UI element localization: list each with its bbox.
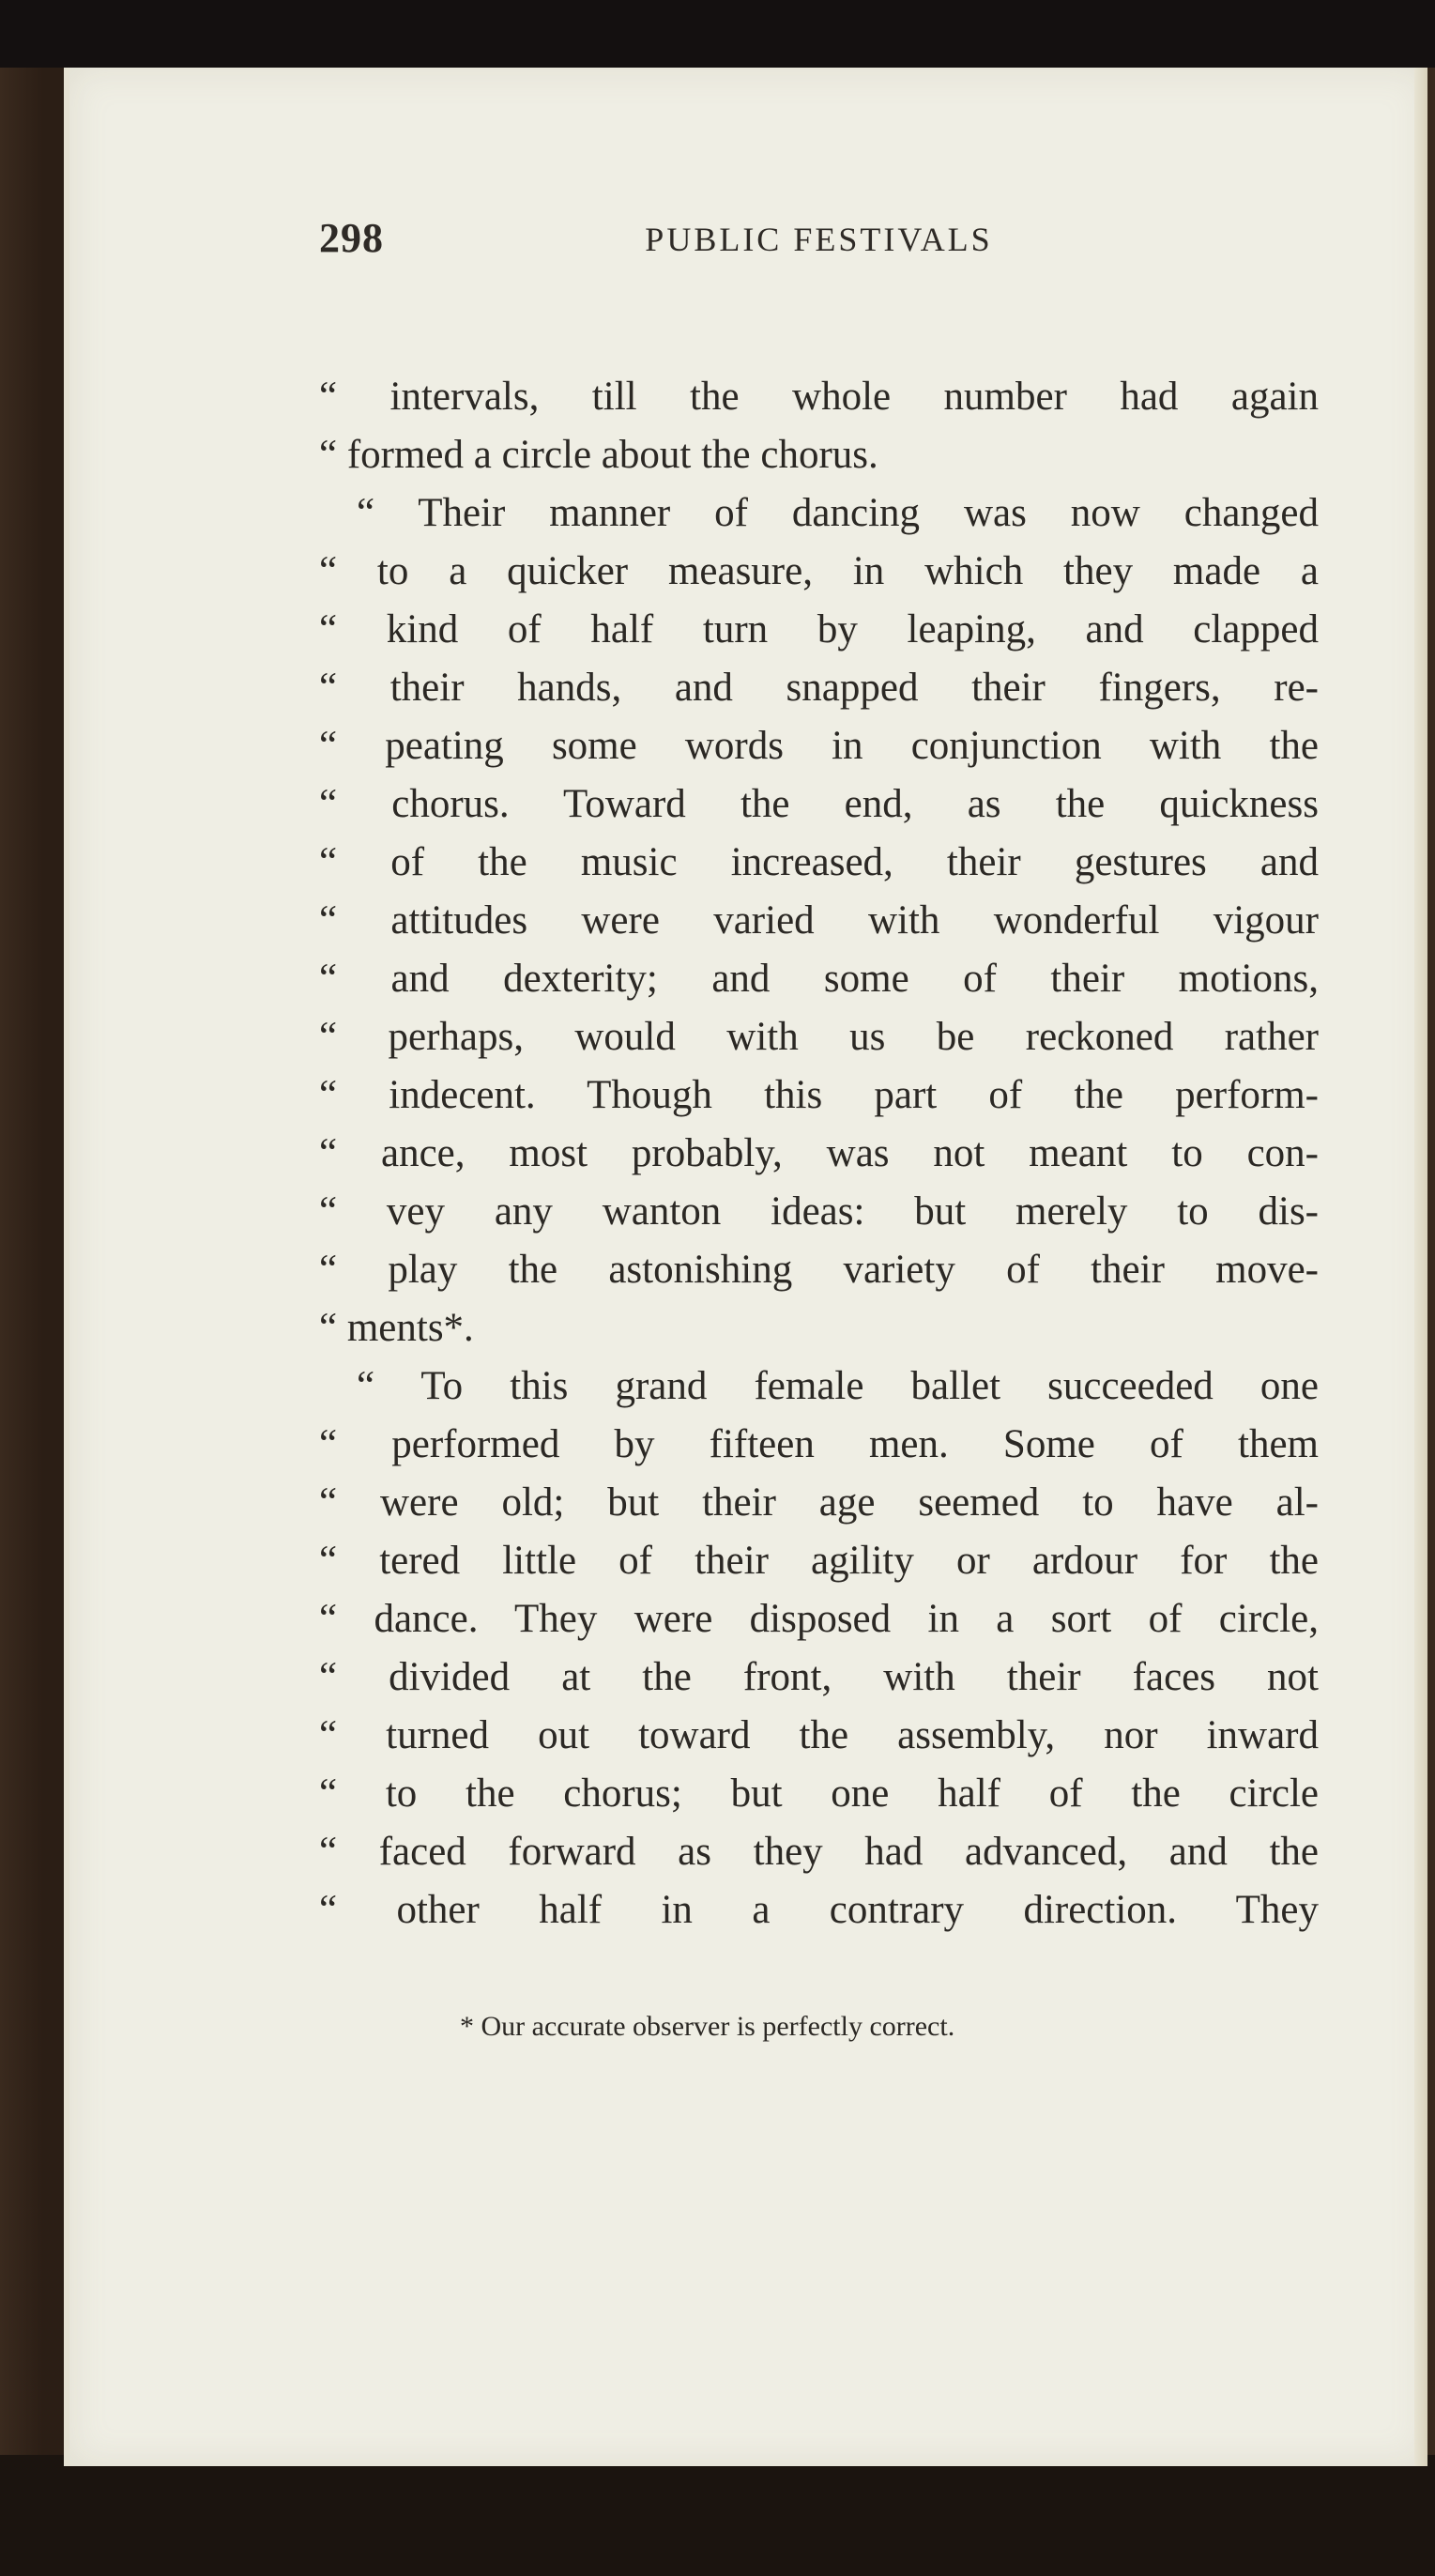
text-line: “ peating some words in conjunction with the xyxy=(319,724,1319,768)
text-line: “ their hands, and snapped their fingers, re- xyxy=(319,666,1319,710)
text-line: “ perhaps, would with us be reckoned rather xyxy=(319,1015,1319,1059)
text-line: “ chorus. Toward the end, as the quickness xyxy=(319,782,1319,826)
text-line: “ play the astonishing variety of their move- xyxy=(319,1248,1319,1292)
text-line: “ other half in a contrary direction. They xyxy=(319,1888,1319,1932)
text-line: “ ance, most probably, was not meant to con- xyxy=(319,1131,1319,1175)
text-line: “ of the music increased, their gestures and xyxy=(319,840,1319,884)
text-line: “ turned out toward the assembly, nor inward xyxy=(319,1713,1319,1757)
scanner-top-edge xyxy=(0,0,1435,68)
text-line: “ intervals, till the whole number had again xyxy=(319,375,1319,419)
text-line: “ tered little of their agility or ardour for the xyxy=(319,1539,1319,1583)
text-line: “ were old; but their age seemed to have al- xyxy=(319,1480,1319,1525)
page-header xyxy=(319,214,1319,270)
text-line: “ vey any wanton ideas: but merely to dis- xyxy=(319,1189,1319,1234)
text-line: “ ments*. xyxy=(319,1306,474,1350)
text-line: “ kind of half turn by leaping, and clapped xyxy=(319,607,1319,652)
body-text xyxy=(319,368,1319,1940)
running-head: PUBLIC FESTIVALS xyxy=(645,221,993,258)
footnote: * Our accurate observer is perfectly correct. xyxy=(460,2011,955,2042)
text-line: “ to a quicker measure, in which they made a xyxy=(319,549,1319,593)
page-number: 298 xyxy=(319,215,384,261)
page-edge xyxy=(1414,68,1427,2466)
text-line: “ Their manner of dancing was now changed xyxy=(357,491,1319,535)
text-line: “ To this grand female ballet succeeded one xyxy=(357,1364,1319,1408)
text-line: “ attitudes were varied with wonderful vigour xyxy=(319,898,1319,943)
text-line: “ dance. They were disposed in a sort of circle, xyxy=(319,1597,1319,1641)
text-line: “ faced forward as they had advanced, and the xyxy=(319,1830,1319,1874)
text-line: “ and dexterity; and some of their motions, xyxy=(319,957,1319,1001)
text-line: “ to the chorus; but one half of the circle xyxy=(319,1771,1319,1816)
text-line: “ indecent. Though this part of the perform- xyxy=(319,1073,1319,1117)
text-line: “ performed by fifteen men. Some of them xyxy=(319,1422,1319,1466)
text-line: “ divided at the front, with their faces not xyxy=(319,1655,1319,1699)
scanner-bottom-edge xyxy=(0,2455,1435,2576)
text-line: “ formed a circle about the chorus. xyxy=(319,433,878,477)
